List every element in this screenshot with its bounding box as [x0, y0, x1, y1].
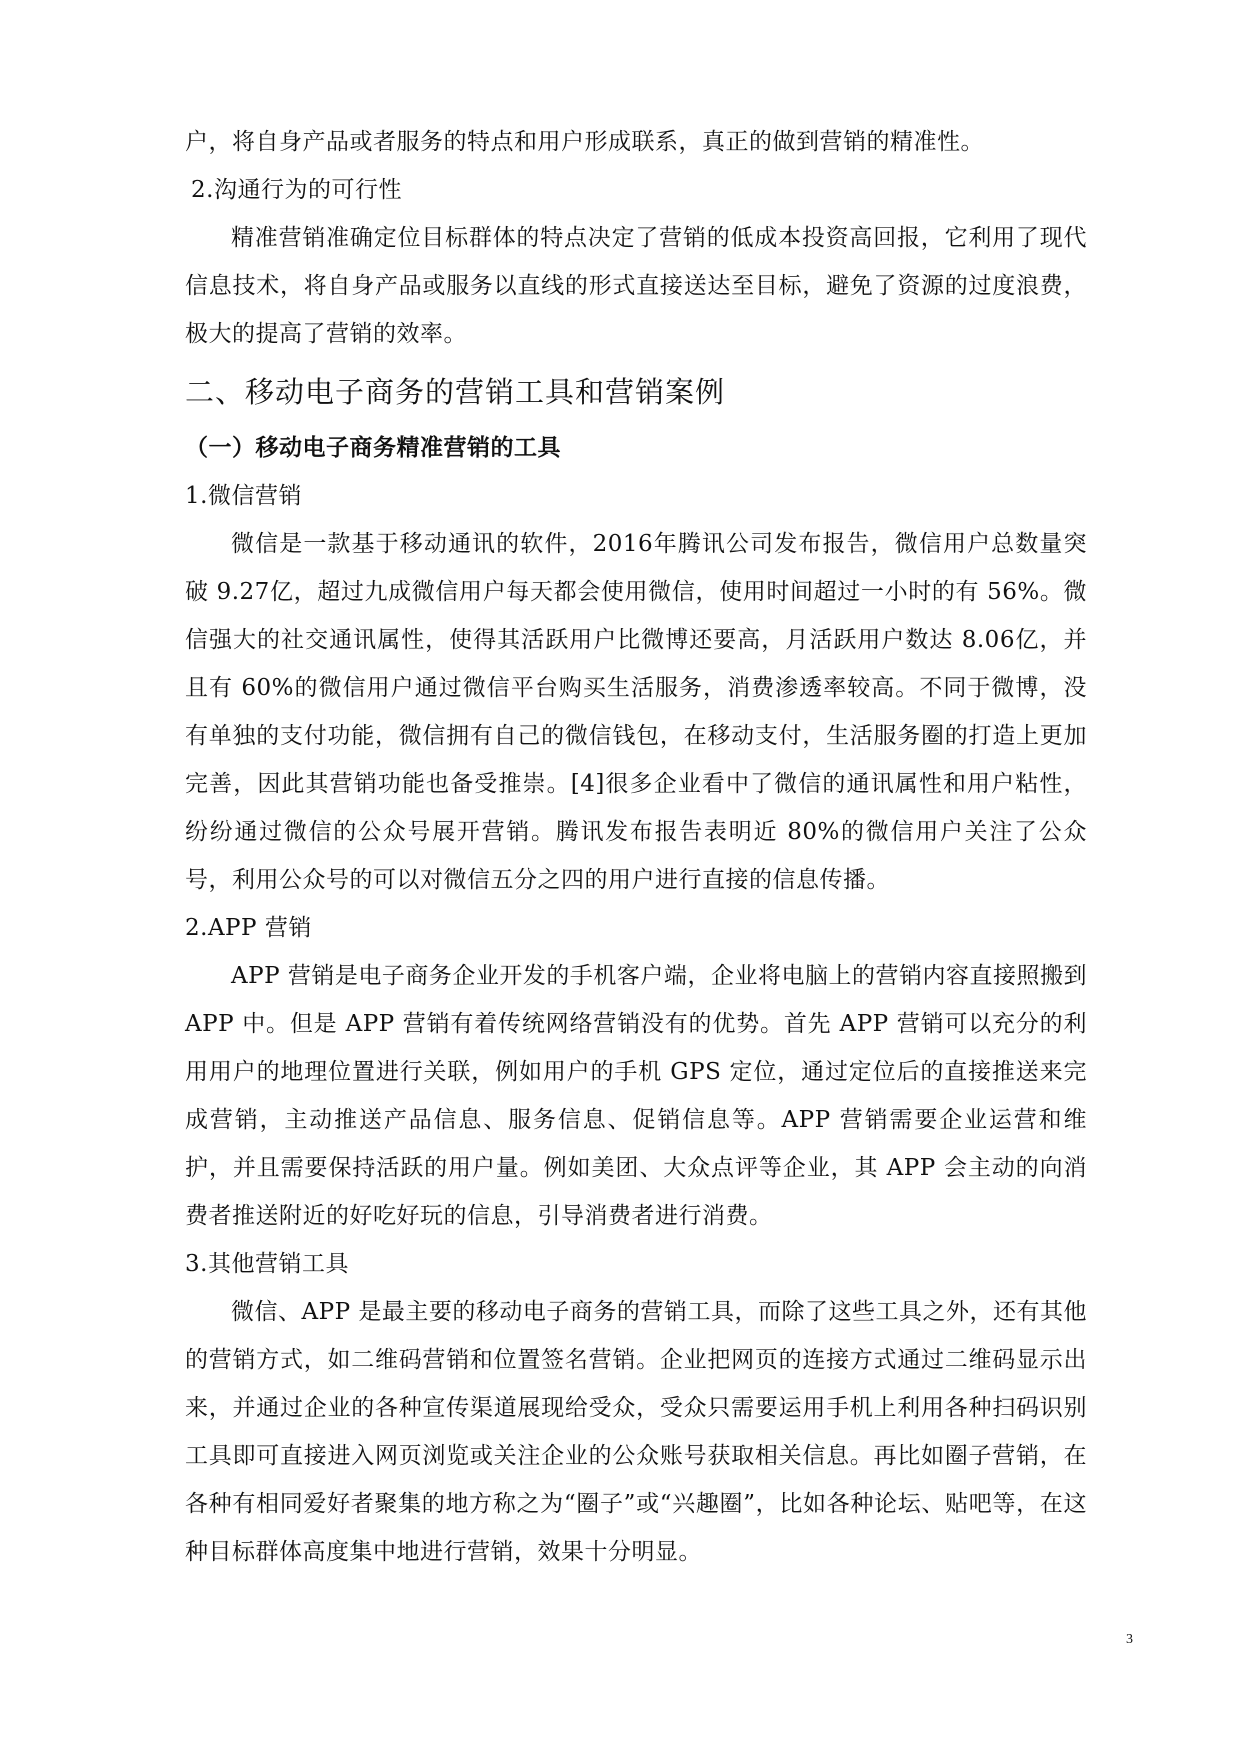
- subsection-title-feasibility: 2.沟通行为的可行性: [191, 177, 402, 203]
- paragraph-other-tools: 微信、APP 是最主要的移动电子商务的营销工具，而除了这些工具之外，还有其他的营销方式，如二维码营销和位置签名营销。企业把网页的连接方式通过二维码显示出来，并通过企业的各种宣传渠道展现给受众，受众只需要运用手机上利用各种扫码识别工具即可直接进入网页浏览或关注企业的公众账号获取相关信息。再比如圈子营销，在各种有相同爱好者聚集的地方称之为“圈子”或“兴趣圈”，比如各种论坛、贴吧等，在这种目标群体高度集中地进行营销，效果十分明显。: [185, 1299, 1087, 1565]
- section-heading: 二、移动电子商务的营销工具和营销案例: [185, 375, 726, 409]
- paragraph-precision-marketing: 精准营销准确定位目标群体的特点决定了营销的低成本投资高回报，它利用了现代信息技术，将自身产品或服务以直线的形式直接送达至目标，避免了资源的过度浪费，极大的提高了营销的效率。: [185, 225, 1087, 347]
- subsection-heading: （一）移动电子商务精准营销的工具: [185, 435, 561, 461]
- item-title-wechat: 1.微信营销: [185, 483, 302, 509]
- paragraph-continuation: 户，将自身产品或者服务的特点和用户形成联系，真正的做到营销的精准性。: [185, 129, 984, 155]
- page-content: [185, 118, 1087, 1576]
- page-number: 3: [1126, 1632, 1133, 1647]
- item-title-app: 2.APP 营销: [185, 915, 312, 941]
- paragraph-wechat-marketing: 微信是一款基于移动通讯的软件，2016年腾讯公司发布报告，微信用户总数量突破 9.27亿，超过九成微信用户每天都会使用微信，使用时间超过一小时的有 56%。微信强大的社交通讯属性，使得其活跃用户比微博还要高，月活跃用户数达 8.06亿，并且有 60%的微信用户通过微信平台购买生活服务，消费渗透率较高。不同于微博，没有单独的支付功能，微信拥有自己的微信钱包，在移动支付，生活服务圈的打造上更加完善，因此其营销功能也备受推崇。[4]很多企业看中了微信的通讯属性和用户粘性，纷纷通过微信的公众号展开营销。腾讯发布报告表明近 80%的微信用户关注了公众号，利用公众号的可以对微信五分之四的用户进行直接的信息传播。: [185, 531, 1087, 893]
- paragraph-app-marketing: APP 营销是电子商务企业开发的手机客户端，企业将电脑上的营销内容直接照搬到 APP 中。但是 APP 营销有着传统网络营销没有的优势。首先 APP 营销可以充分的利用用户的地理位置进行关联，例如用户的手机 GPS 定位，通过定位后的直接推送来完成营销，主动推送产品信息、服务信息、促销信息等。APP 营销需要企业运营和维护，并且需要保持活跃的用户量。例如美团、大众点评等企业，其 APP 会主动的向消费者推送附近的好吃好玩的信息，引导消费者进行消费。: [185, 963, 1087, 1229]
- item-title-other-tools: 3.其他营销工具: [185, 1251, 349, 1277]
